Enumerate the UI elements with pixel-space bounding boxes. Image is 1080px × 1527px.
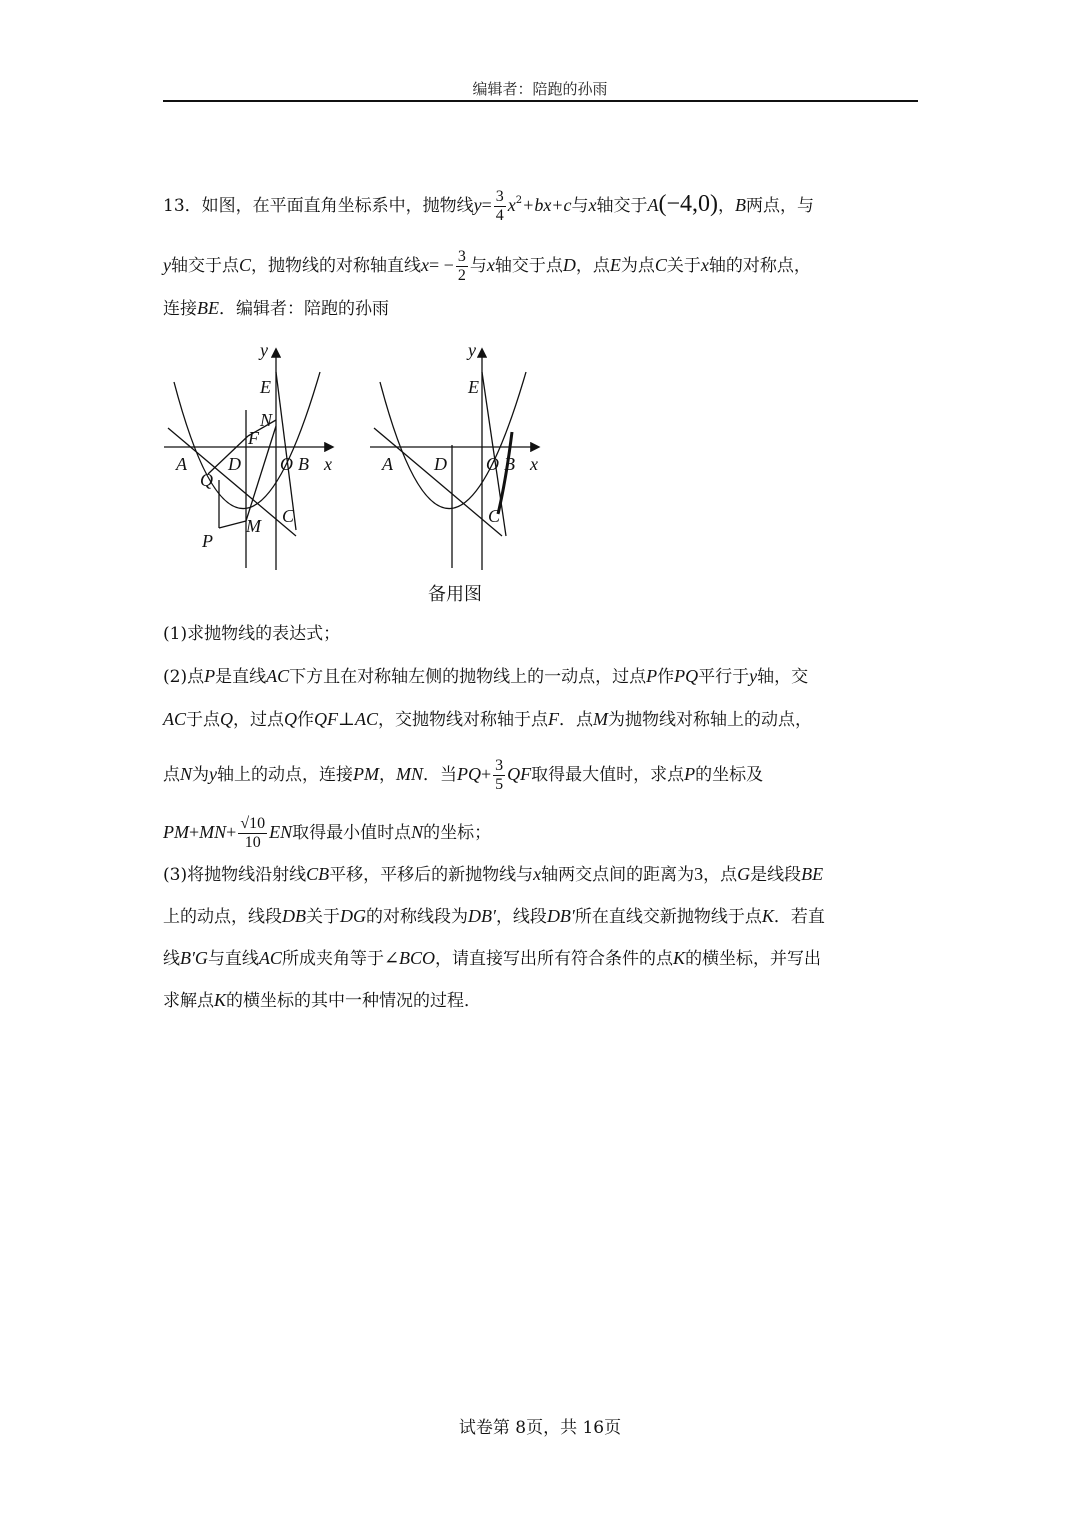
question-1: (1)求抛物线的表达式； [163,624,341,644]
problem-line-3: 连接BE．编辑者：陪跑的孙雨 [163,298,389,319]
svg-text:O: O [486,454,499,474]
svg-text:E: E [260,377,271,397]
page-footer: 试卷第 8页，共 16页 [458,1418,622,1438]
spare-figure-labels [381,340,538,526]
question-3-line-2: 上的动点，线段DB关于DG的对称线段为DB′，线段DB′所在直线交新抛物线于点K．若直 [163,906,825,927]
parabola [174,372,320,509]
svg-text:B: B [504,454,515,474]
axis-fraction: $\frac{3}{2}$ [457,248,466,284]
svg-text:D: D [228,454,241,474]
fraction-3-5: $\frac{3}{5}$ [495,757,504,793]
svg-text:B: B [298,454,309,474]
figure-svg [160,340,560,580]
question-3-line-1: (3)将抛物线沿射线CB平移，平移后的新抛物线与x轴两交点间的距离为3，点G是线段BE [163,864,824,885]
svg-text:Q: Q [200,470,213,490]
problem-line-2: y轴交于点C，抛物线的对称轴直线x= − $\frac{3}{2}$ 与x轴交于点D，点E为点C关于x轴的对称点， [163,248,811,284]
question-3-line-4: 求解点K的横坐标的其中一种情况的过程． [163,990,482,1011]
svg-text:x: x [324,454,332,474]
svg-text:x: x [530,454,538,474]
fraction-sqrt10-10: $\frac{√10}{10}$ [240,815,266,851]
svg-text:y: y [260,340,268,360]
question-2-line-2: AC于点Q，过点Q作QF⊥AC，交抛物线对称轴于点F．点M为抛物线对称轴上的动点， [163,709,812,730]
svg-text:N: N [260,410,273,430]
figures [160,340,560,584]
problem-line-1: 13．如图，在平面直角坐标系中，抛物线y= $\frac{3}{4}$ $x^2+bx+c$与x轴交于A(−4,0)，B两点，与 [163,188,814,224]
svg-text:O: O [280,454,293,474]
svg-text:F: F [248,428,259,448]
coef-fraction: $\frac{3}{4}$ [495,188,504,224]
page-header: 编辑者：陪跑的孙雨 [472,80,608,98]
header-rule [163,100,918,102]
svg-text:A: A [382,454,393,474]
svg-text:A: A [176,454,187,474]
segment-PM [219,521,246,528]
main-figure-labels [175,340,332,551]
svg-text:C: C [488,506,501,526]
question-3-line-3: 线B′G与直线AC所成夹角等于∠BCO，请直接写出所有符合条件的点K的横坐标，并写出 [163,948,822,969]
svg-text:y: y [468,340,476,360]
question-2-line-3: 点N为y轴上的动点，连接PM，MN．当PQ+ $\frac{3}{5}$ QF取得最大值时，求点P的坐标及 [163,757,764,793]
svg-text:C: C [282,506,295,526]
figure-caption: 备用图 [428,584,482,605]
svg-text:P: P [202,531,213,551]
question-2-line-4: PM+MN+ $\frac{√10}{10}$ EN取得最小值时点N的坐标； [163,815,492,851]
question-2-line-1: (2)点P是直线AC下方且在对称轴左侧的抛物线上的一动点，过点P作PQ平行于y轴，交 [163,666,809,687]
svg-text:M: M [246,516,261,536]
svg-text:E: E [468,377,479,397]
svg-text:D: D [434,454,447,474]
